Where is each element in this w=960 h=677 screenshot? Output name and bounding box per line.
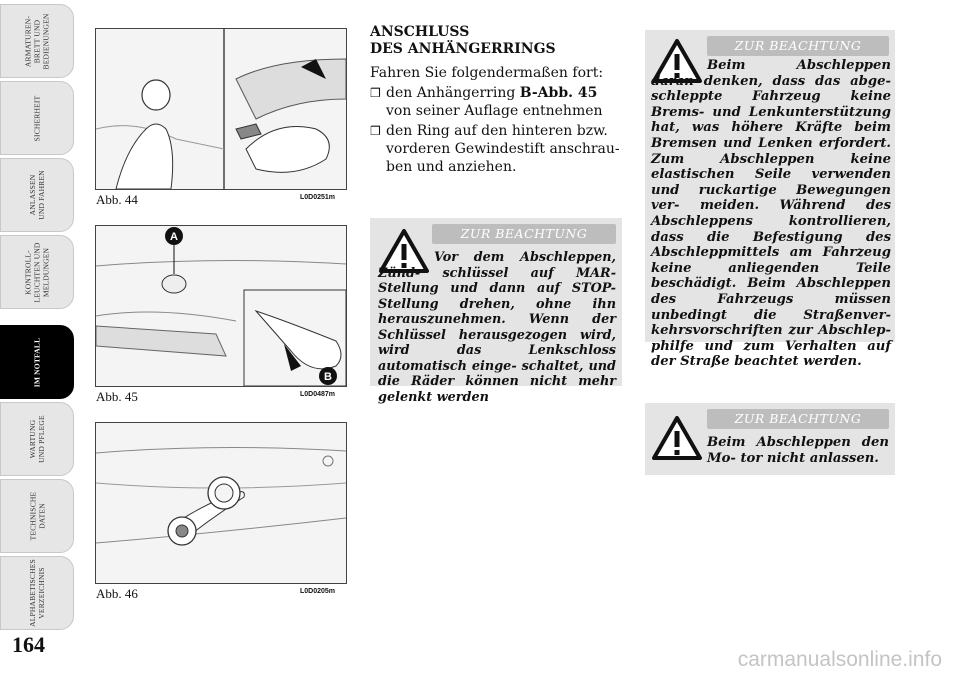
marker-b-label: B	[324, 371, 332, 383]
figure-44-caption: Abb. 44	[96, 192, 138, 207]
checkbox-bullet-icon: ❒	[370, 86, 381, 100]
page-number: 164	[12, 632, 45, 657]
figure-46-illustration	[95, 422, 347, 584]
section-body	[370, 24, 622, 176]
step-text: den Ring auf den hinteren bzw. vorderen Gewindestift anschrau- ben und anziehen.	[386, 123, 620, 175]
watermark: carmanualsonline.info	[737, 648, 942, 671]
figure-46-caption: Abb. 46	[96, 586, 138, 601]
figure-45-caption: Abb. 45	[96, 389, 138, 404]
tab-label: TECHNISCHE DATEN	[27, 491, 46, 541]
tab-verzeichnis[interactable]	[0, 556, 74, 630]
tab-label: SICHERHEIT	[32, 95, 42, 141]
warning-box	[370, 218, 622, 405]
chapter-tabs	[0, 0, 74, 640]
tab-im-notfall[interactable]	[0, 325, 74, 399]
warning-title: ZUR BEACHTUNG	[707, 36, 889, 56]
figure-44-code: L0D0251m	[300, 194, 336, 201]
figure-44-drawing	[96, 29, 346, 189]
figure-45-drawing	[96, 226, 346, 386]
section-heading-line2: DES ANHÄNGERRINGS	[370, 41, 556, 57]
section-heading-line1: ANSCHLUSS	[370, 24, 470, 40]
figure-reference: B-Abb. 45	[519, 85, 598, 101]
tab-wartung[interactable]	[0, 402, 74, 476]
tab-label: IM NOTFALL	[32, 337, 42, 387]
step-item	[370, 84, 622, 120]
figure-44-illustration	[95, 28, 347, 190]
figure-46-drawing	[96, 423, 346, 583]
warning-title: ZUR BEACHTUNG	[432, 224, 616, 244]
warning-title: ZUR BEACHTUNG	[707, 409, 889, 429]
tab-label: WARTUNG UND PFLEGE	[27, 415, 46, 463]
warning-box	[645, 403, 895, 475]
tab-armaturenbrett[interactable]	[0, 4, 74, 78]
step-text: den Anhängerring B-Abb. 45 von seiner Auflage entnehmen	[386, 85, 603, 119]
section-intro: Fahren Sie folgendermaßen fort:	[370, 65, 604, 81]
marker-a-label: A	[170, 231, 178, 243]
warning-text: Beim Abschleppen den Mo- tor nicht anlassen.	[707, 435, 889, 466]
tab-anlassen[interactable]	[0, 158, 74, 232]
tab-label: ANLASSEN UND FAHREN	[27, 170, 46, 220]
figure-45-illustration	[95, 225, 347, 387]
figure-46-code: L0D0205m	[300, 588, 336, 595]
tab-sicherheit[interactable]	[0, 81, 74, 155]
warning-triangle-icon	[651, 415, 703, 461]
warning-box	[645, 30, 895, 370]
warning-text: Vor dem Abschleppen, Zünd- schlüssel auf MAR-Stellung und dann auf STOP-Stellung drehen, ohne ihn herauszunehmen. Wenn der Schlüssel herausgezogen wird, wird das Lenkschloss automatisch einge- schaltet, und die Räder können nicht mehr gelenkt werden	[378, 250, 616, 405]
step-item	[370, 122, 622, 176]
tab-label: KONTROLL- LEUCHTEN UND MELDUNGEN	[23, 241, 51, 303]
tab-kontrollleuchten[interactable]	[0, 235, 74, 309]
tab-technische-daten[interactable]	[0, 479, 74, 553]
tab-label: ARMATUREN- BRETT UND BEDIENUNGEN	[23, 13, 51, 69]
figure-45-code: L0D0487m	[300, 391, 336, 398]
warning-text: Beim Abschleppen daran denken, dass das abge- schleppte Fahrzeug keine Brems- und Lenkunterstützung hat, was höhere Kräfte beim Bremsen und Lenken erfordert. Zum Abschleppen keine elastischen Seile verwenden und ruckartige Bewegungen ver- meiden. Während des Abschleppens kontrollieren, dass die Befestigung des Abschleppmittels am Fahrzeug keine anliegenden Teile beschädigt. Beim Abschleppen des Fahrzeugs müssen unbedingt die Straßenver- kehrsvorschriften zur Abschlep- philfe und zum Verhalten auf der Straße beachtet werden.	[651, 58, 891, 370]
checkbox-bullet-icon: ❒	[370, 124, 381, 138]
tab-label: ALPHABETISCHES VERZEICHNIS	[28, 559, 46, 627]
